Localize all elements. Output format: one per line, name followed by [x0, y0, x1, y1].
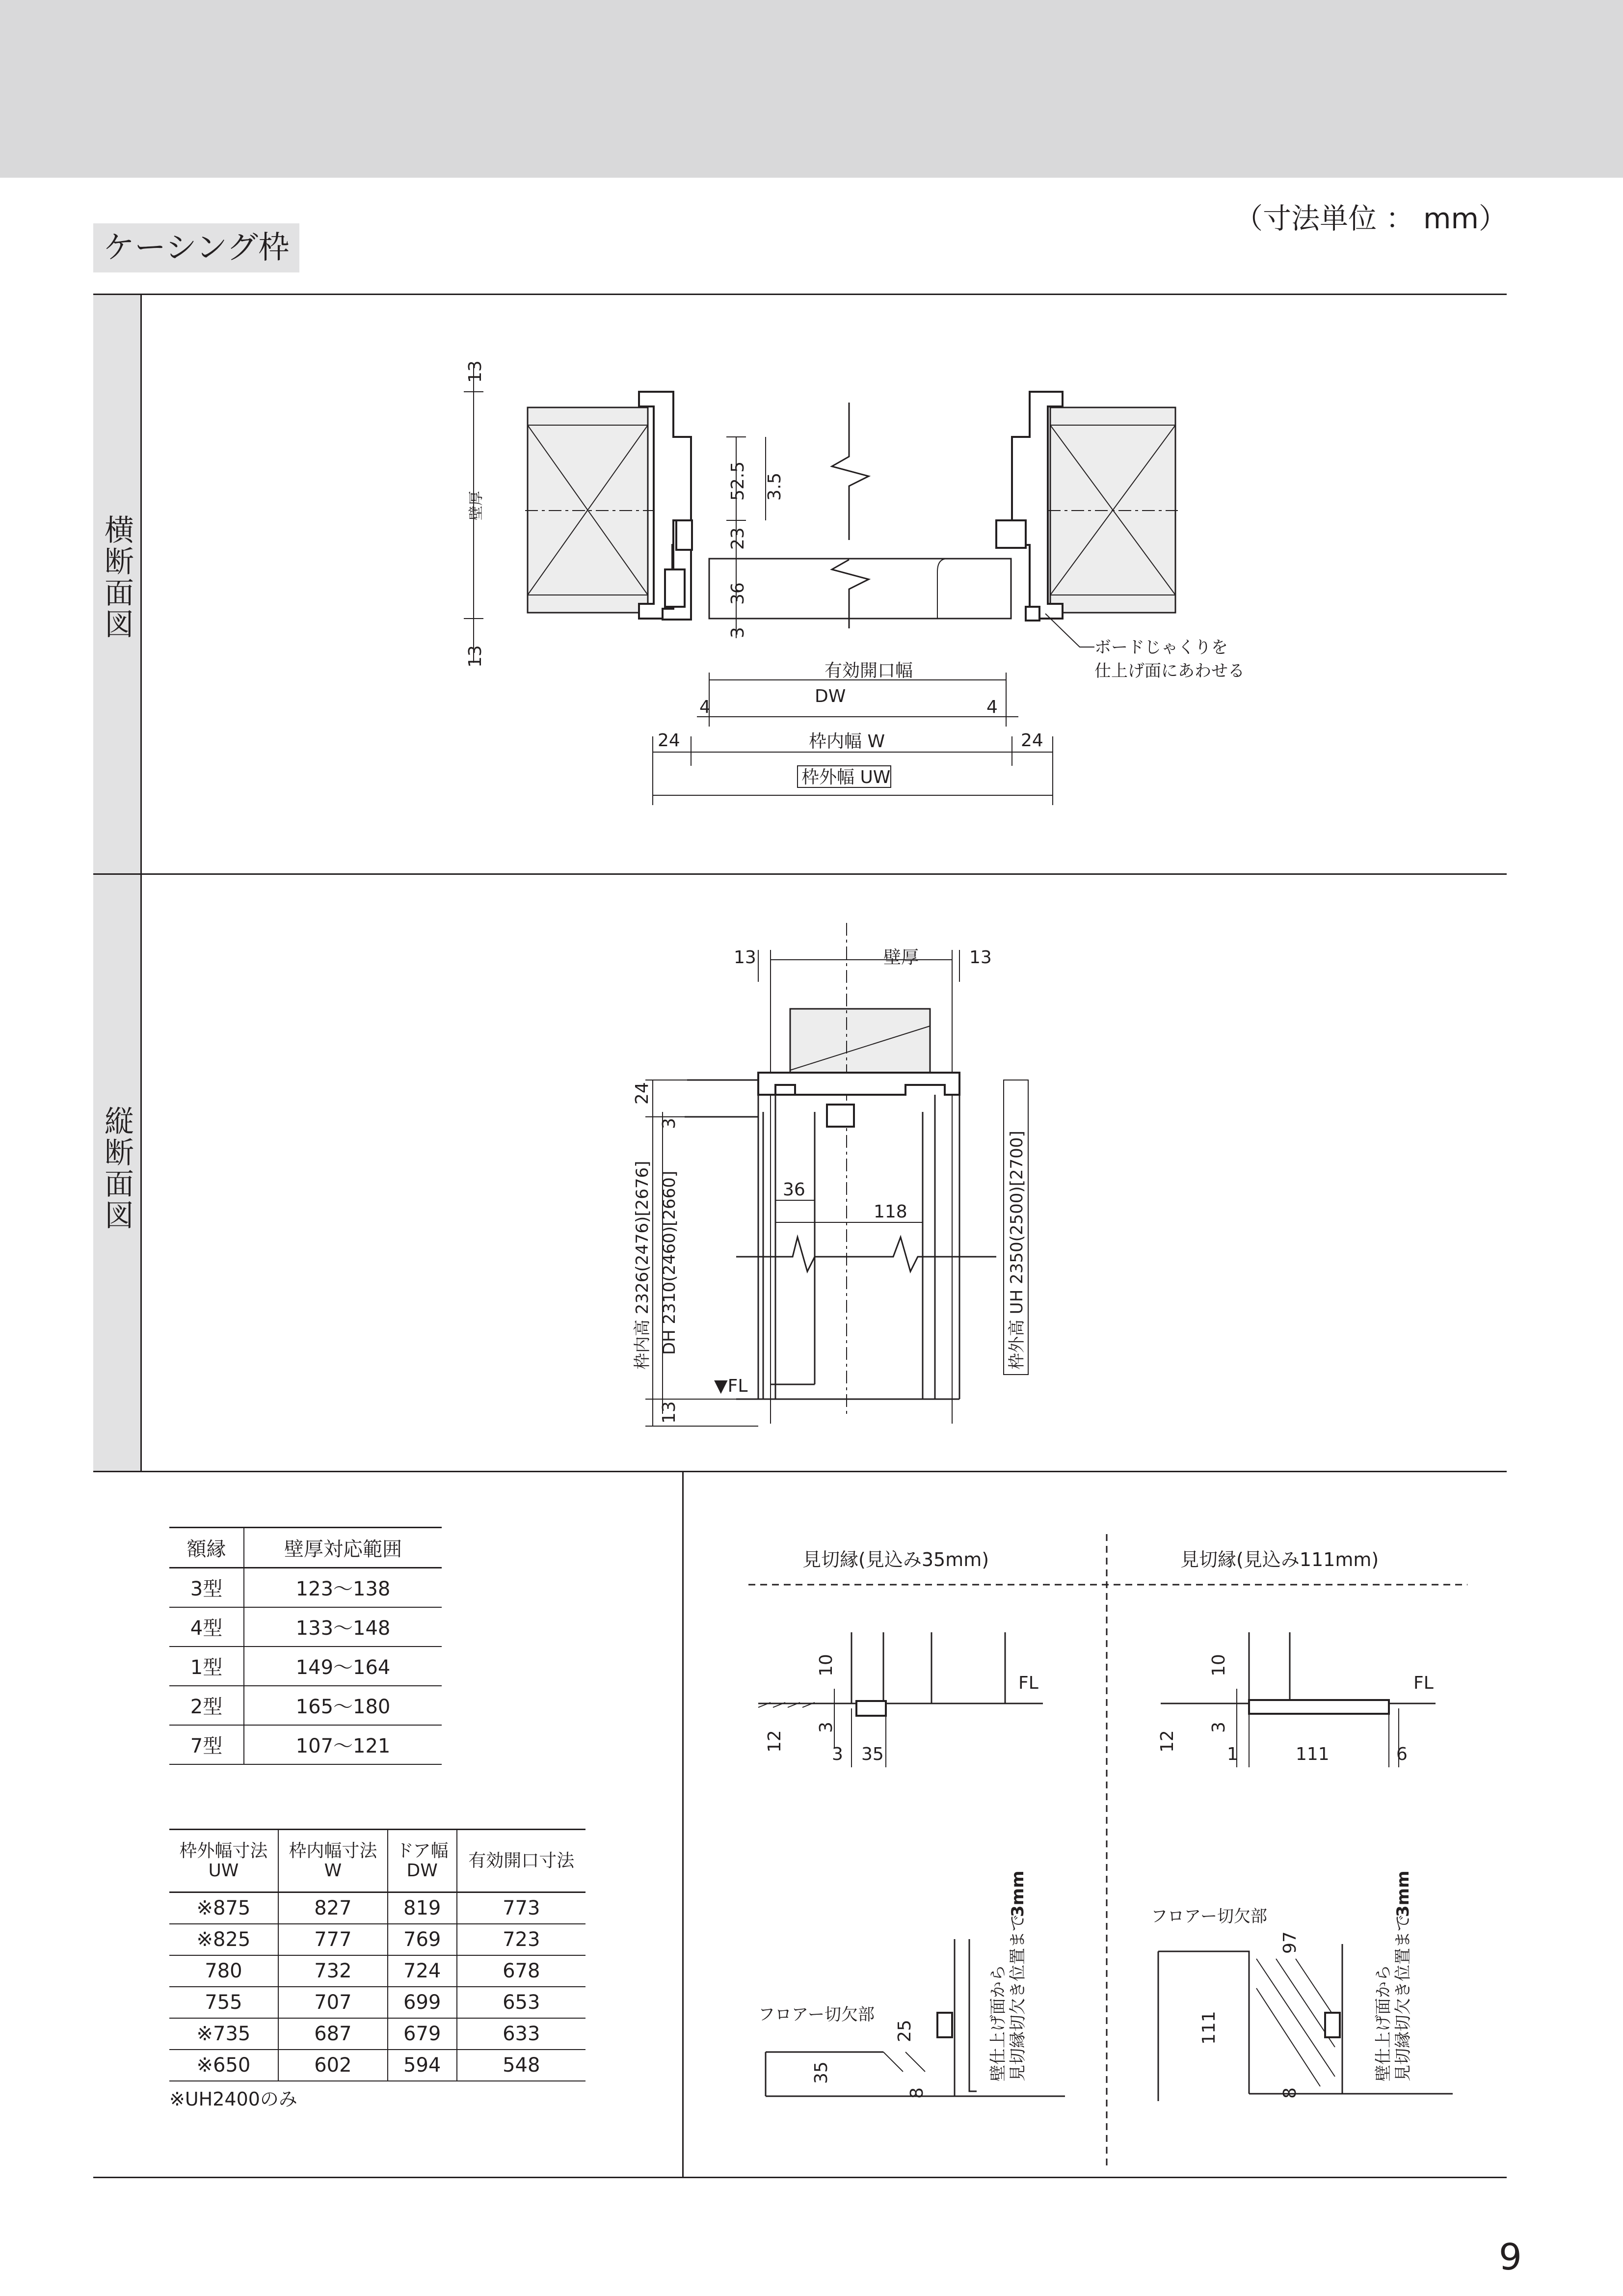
right-plan-note-line1: 壁仕上げ面から [1374, 1965, 1393, 2081]
dim-outer-width: 枠外幅 UW [801, 767, 891, 787]
size-w: 602 [278, 2050, 388, 2081]
size-table-footnote: ※UH2400のみ [169, 2088, 297, 2110]
right-floor-lines [1161, 1632, 1436, 1703]
dim-24-left: 24 [658, 730, 680, 751]
vdim-36: 36 [783, 1180, 805, 1200]
right-dim-111: 111 [1296, 1744, 1330, 1764]
molding-range: 133〜148 [244, 1607, 442, 1647]
vdim-3: 3 [659, 1118, 679, 1129]
vdim-wall-thickness: 壁厚 [883, 947, 919, 968]
molding-type: 7型 [169, 1725, 244, 1764]
molding-type: 1型 [169, 1647, 244, 1686]
unit-note: （寸法単位 ： mm） [1234, 202, 1507, 235]
left-dim-10: 10 [816, 1654, 836, 1676]
dim-3: 3 [728, 627, 748, 638]
right-threshold [1249, 1700, 1389, 1714]
size-dw: 699 [388, 1987, 457, 2018]
left-plan-hatch [883, 2052, 925, 2072]
left-plan-dim-25: 25 [895, 2020, 915, 2042]
size-effective: 678 [457, 1955, 585, 1987]
dim-inner-width: 枠内幅 W [809, 731, 885, 752]
right-dim-12: 12 [1157, 1730, 1177, 1753]
right-plan-floor-cut: フロアー切欠部 [1151, 1907, 1267, 1926]
left-plan-note-line2: 見切縁切欠き位置まで [1008, 1915, 1028, 2081]
size-uw: ※650 [169, 2050, 278, 2081]
size-w: 687 [278, 2018, 388, 2050]
size-uw: 755 [169, 1987, 278, 2018]
left-dim-12: 12 [765, 1730, 785, 1753]
size-w: 777 [278, 1924, 388, 1955]
size-header-effective: 有効開口寸法 [457, 1830, 585, 1892]
size-w: 827 [278, 1892, 388, 1924]
molding-type: 2型 [169, 1686, 244, 1725]
page-number: 9 [1498, 2236, 1522, 2278]
dim-wall-thickness: 壁厚 [468, 491, 485, 520]
size-header-uw: 枠外幅寸法 UW [169, 1830, 278, 1892]
left-plan-dim-35: 35 [811, 2061, 831, 2084]
size-dw: 594 [388, 2050, 457, 2081]
molding-header-type: 額縁 [169, 1528, 244, 1568]
left-plan-note-value: 3mm [1008, 1870, 1028, 1917]
size-dw: 769 [388, 1924, 457, 1955]
molding-range: 149〜164 [244, 1647, 442, 1686]
left-plan-note-line1: 壁仕上げ面から [988, 1965, 1008, 2081]
dim-13-top: 13 [465, 360, 485, 383]
molding-range: 165〜180 [244, 1686, 442, 1725]
left-threshold [856, 1701, 886, 1716]
vdim-118: 118 [874, 1202, 907, 1222]
dim-4-left: 4 [699, 697, 711, 717]
size-header-dw: ドア幅 DW [388, 1830, 457, 1892]
size-uw: 780 [169, 1955, 278, 1987]
right-plan-hatch [1256, 1959, 1335, 2086]
right-plan-dim-111: 111 [1199, 2011, 1219, 2045]
left-floor-lines [758, 1632, 1043, 1703]
left-plan-latch [937, 2013, 952, 2037]
dim-13-bottom: 13 [465, 645, 485, 668]
left-dim-3b: 3 [832, 1744, 843, 1764]
right-plan-dim-97: 97 [1280, 1931, 1300, 1954]
size-w: 732 [278, 1955, 388, 1987]
right-plan-latch [1325, 2013, 1340, 2037]
size-header-w: 枠内幅寸法 W [278, 1830, 388, 1892]
molding-header-range: 壁厚対応範囲 [244, 1528, 442, 1568]
left-detail-title: 見切縁(見込み35mm) [802, 1549, 989, 1570]
right-fl: FL [1413, 1673, 1434, 1693]
size-dw: 679 [388, 2018, 457, 2050]
right-dim-10: 10 [1209, 1654, 1229, 1676]
note-board-line1: ボードじゃくりを [1094, 638, 1228, 657]
dim-effective-opening: 有効開口幅 [825, 661, 913, 681]
size-dw: 724 [388, 1955, 457, 1987]
left-dim-35: 35 [861, 1744, 884, 1764]
molding-type: 4型 [169, 1607, 244, 1647]
vdim-inner-height: 枠内高 2326(2476)[2676] [633, 1161, 652, 1370]
vertical-section-label: 縦断面図 [100, 1106, 134, 1231]
size-w: 707 [278, 1987, 388, 2018]
size-uw: ※875 [169, 1892, 278, 1924]
molding-range: 107〜121 [244, 1725, 442, 1764]
right-plan-dim-8: 8 [1280, 2087, 1300, 2099]
right-dim-1: 1 [1227, 1744, 1238, 1764]
horizontal-section-label: 横断面図 [100, 514, 134, 640]
dim-24-right: 24 [1021, 730, 1043, 751]
vdim-24: 24 [632, 1082, 652, 1105]
size-uw: ※735 [169, 2018, 278, 2050]
size-effective: 653 [457, 1987, 585, 2018]
left-dim-3: 3 [816, 1722, 836, 1733]
dim-3-5: 3.5 [765, 472, 785, 501]
size-effective: 773 [457, 1892, 585, 1924]
size-dw: 819 [388, 1892, 457, 1924]
dim-4-right: 4 [986, 697, 998, 717]
left-plan-floor-cut: フロアー切欠部 [758, 2005, 875, 2025]
vdim-dh: DH 2310(2460)[2660] [660, 1170, 679, 1355]
right-detail-title: 見切縁(見込み111mm) [1180, 1549, 1379, 1570]
dim-23: 23 [728, 527, 748, 550]
left-plan-dim-8: 8 [907, 2087, 927, 2099]
size-uw: ※825 [169, 1924, 278, 1955]
right-plan-note-value: 3mm [1393, 1870, 1413, 1917]
molding-type: 3型 [169, 1568, 244, 1607]
section-title: ケーシング枠 [93, 223, 299, 272]
right-dim-6: 6 [1396, 1744, 1408, 1764]
size-effective: 723 [457, 1924, 585, 1955]
vdim-13-bottom: 13 [659, 1401, 679, 1424]
vdim-13-right: 13 [969, 947, 992, 968]
size-effective: 633 [457, 2018, 585, 2050]
left-fl: FL [1018, 1673, 1038, 1693]
right-dim-3: 3 [1209, 1722, 1229, 1733]
molding-range: 123〜138 [244, 1568, 442, 1607]
vdim-outer-height: 枠外高 UH 2350(2500)[2700] [1007, 1131, 1027, 1370]
right-plan-note-line2: 見切縁切欠き位置まで [1393, 1915, 1413, 2081]
vdim-fl: ▼FL [714, 1376, 748, 1396]
vdim-13-left: 13 [734, 947, 756, 968]
size-effective: 548 [457, 2050, 585, 2081]
note-board-line2: 仕上げ面にあわせる [1094, 661, 1245, 681]
dim-52-5: 52.5 [728, 461, 748, 501]
dim-36: 36 [728, 582, 748, 605]
dim-dw: DW [815, 686, 846, 706]
